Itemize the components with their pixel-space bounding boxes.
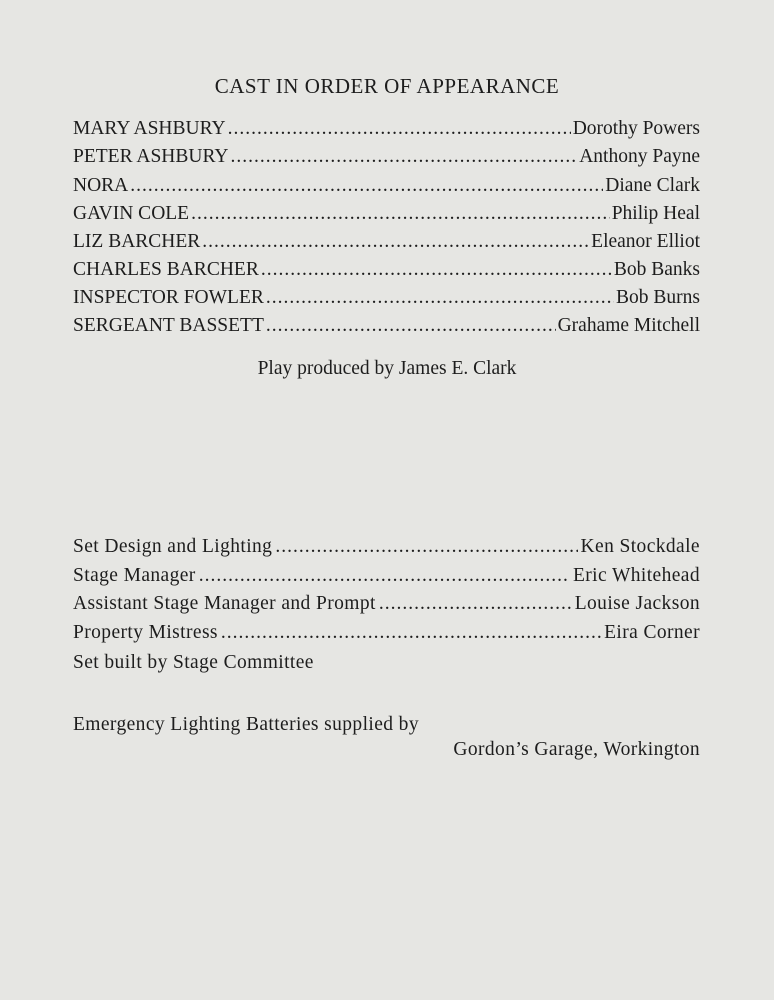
cast-actor: Diane Clark: [605, 175, 700, 196]
dot-leader: [231, 146, 578, 168]
cast-role: CHARLES BARCHER: [73, 259, 259, 280]
cast-row: [73, 315, 700, 343]
cast-row: [73, 259, 700, 287]
dot-leader: [191, 203, 610, 225]
cast-row: [73, 203, 700, 231]
cast-actor: Philip Heal: [611, 203, 700, 224]
cast-actor: Eleanor Elliot: [591, 231, 700, 252]
dot-leader: [266, 315, 556, 337]
crew-value: Ken Stockdale: [580, 536, 700, 557]
crew-label: Set Design and Lighting: [73, 536, 273, 557]
cast-role: LIZ BARCHER: [73, 231, 201, 252]
crew-label: Assistant Stage Manager and Prompt: [73, 593, 376, 614]
cast-actor: Grahame Mitchell: [557, 315, 700, 336]
batteries-supplier: Gordon’s Garage, Workington: [453, 739, 700, 760]
cast-row: [73, 231, 700, 259]
cast-row: [73, 118, 700, 146]
producer-credit: Play produced by James E. Clark: [257, 358, 517, 379]
cast-actor: Bob Burns: [616, 287, 700, 308]
dot-leader: [379, 593, 572, 615]
cast-actor: Anthony Payne: [579, 146, 700, 167]
crew-value: Louise Jackson: [574, 593, 700, 614]
batteries-credit: Emergency Lighting Batteries supplied by: [73, 714, 419, 735]
dot-leader: [266, 287, 614, 309]
crew-row: [73, 622, 700, 650]
cast-role: INSPECTOR FOWLER: [73, 287, 264, 308]
cast-role: SERGEANT BASSETT: [73, 315, 264, 336]
cast-role: PETER ASHBURY: [73, 146, 229, 167]
dot-leader: [228, 118, 571, 140]
cast-role: NORA: [73, 175, 129, 196]
crew-row: [73, 593, 700, 621]
cast-role: GAVIN COLE: [73, 203, 190, 224]
cast-row: [73, 175, 700, 203]
crew-row: [73, 565, 700, 593]
cast-row: [73, 287, 700, 315]
cast-row: [73, 146, 700, 174]
dot-leader: [202, 231, 589, 253]
cast-role: MARY ASHBURY: [73, 118, 226, 139]
crew-value: Eric Whitehead: [572, 565, 700, 586]
dot-leader: [130, 175, 603, 197]
cast-actor: Dorothy Powers: [572, 118, 700, 139]
set-built-credit: Set built by Stage Committee: [73, 652, 314, 673]
dot-leader: [275, 536, 577, 558]
crew-row: [73, 536, 700, 564]
crew-value: Eira Corner: [604, 622, 700, 643]
dot-leader: [221, 622, 601, 644]
crew-label: Stage Manager: [73, 565, 196, 586]
dot-leader: [261, 259, 612, 281]
crew-label: Property Mistress: [73, 622, 218, 643]
cast-actor: Bob Banks: [613, 259, 700, 280]
cast-heading: CAST IN ORDER OF APPEARANCE: [214, 74, 560, 98]
dot-leader: [199, 565, 570, 587]
